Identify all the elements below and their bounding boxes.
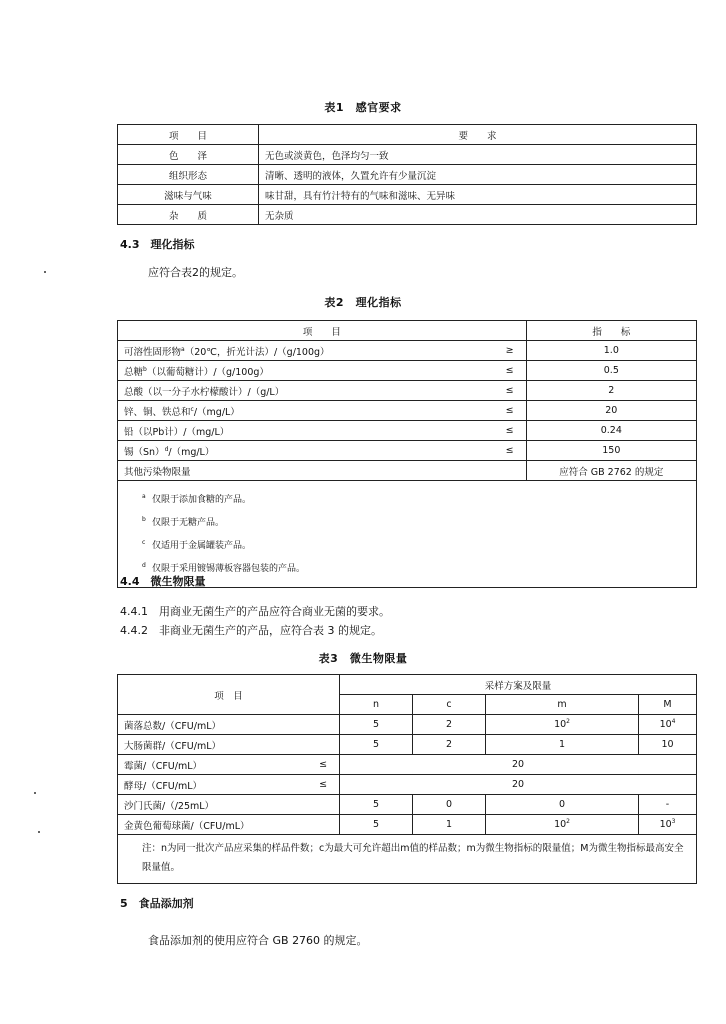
table-row	[118, 165, 697, 185]
table2-cell-symbol: ≤	[482, 441, 526, 461]
table1-header-requirement: 要 求	[259, 125, 697, 145]
table2-notes	[118, 481, 697, 588]
table2-cell-value: 150	[526, 441, 696, 461]
scan-speck	[34, 792, 36, 794]
table2-cell-symbol: ≥	[482, 341, 526, 361]
table2-note: c 仅适用于金属罐装产品。	[142, 539, 252, 551]
table1-title: 表1 感官要求	[324, 101, 402, 114]
table-row	[118, 775, 697, 795]
table-row	[118, 205, 697, 225]
table2-cell-item: 锡$(Sn)^d/(mg/L)$	[118, 441, 482, 461]
table2-cell-value: 2	[526, 381, 696, 401]
table3-cell-c: 2	[413, 715, 486, 735]
table3-cell-m: $10^2$	[486, 715, 639, 735]
table3-subheader-c: c	[413, 695, 486, 715]
table2-cell-symbol: ≤	[482, 381, 526, 401]
table1-cell-item: 杂 质	[118, 205, 259, 225]
table3-cell-item: 沙门氏菌/（/25mL）	[118, 795, 340, 815]
scan-speck	[38, 831, 40, 833]
section-4-4-heading: 4.4 微生物限量	[120, 575, 206, 588]
table3-cell-item: 菌落总数/（CFU/mL）	[118, 715, 340, 735]
table3-subheader-n: n	[340, 695, 413, 715]
section-4-3-heading: 4.3 理化指标	[120, 238, 195, 251]
table2-cell-value: 0.24	[526, 421, 696, 441]
table2-cell-item: 锌、铜、铁总和$^c$/（mg/L）	[118, 401, 482, 421]
table1-cell-requirement: 清晰、透明的液体，久置允许有少量沉淀	[259, 165, 697, 185]
table3-cell-symbol: ≤	[250, 755, 340, 775]
table-row	[118, 421, 697, 441]
table-row	[118, 441, 697, 461]
table2-note: a 仅限于添加食糖的产品。	[142, 493, 252, 505]
table1-cell-item: 滋味与气味	[118, 185, 259, 205]
section-4-4-2-text: 4.4.2 非商业无菌生产的产品，应符合表 3 的规定。	[120, 624, 382, 637]
table-row	[118, 145, 697, 165]
table3-cell-item: 大肠菌群/（CFU/mL）	[118, 735, 340, 755]
table-row	[118, 361, 697, 381]
table3-note-row	[118, 835, 697, 884]
table2-cell-item: 总酸（以一分子水柠檬酸计）/（g/L）	[118, 381, 482, 401]
table1-cell-item: 色 泽	[118, 145, 259, 165]
table3-cell-symbol: ≤	[250, 775, 340, 795]
table3-title: 表3 微生物限量	[318, 652, 408, 665]
table3-cell-merged-value: 20	[340, 755, 697, 775]
table3-cell-n: 5	[340, 715, 413, 735]
table1	[117, 124, 697, 225]
table-header-row	[118, 321, 697, 341]
table3-header-item: 项 目	[118, 675, 340, 715]
table2-cell-symbol: ≤	[482, 401, 526, 421]
table3-cell-c: 0	[413, 795, 486, 815]
table2-cell-symbol: ≤	[482, 421, 526, 441]
table-row	[118, 715, 697, 735]
table2-cell-item: 铅（以Pb计）/（mg/L）	[118, 421, 482, 441]
table3-cell-M: 10	[639, 735, 697, 755]
table1-cell-requirement: 无色或淡黄色，色泽均匀一致	[259, 145, 697, 165]
table-row	[118, 755, 697, 775]
table3-cell-item: 酵母/（CFU/mL）	[118, 775, 251, 795]
section-4-3-text: 应符合表2的规定。	[148, 266, 243, 279]
section-5-text: 食品添加剂的使用应符合 GB 2760 的规定。	[148, 934, 368, 947]
table-header-row	[118, 125, 697, 145]
table2	[117, 320, 697, 588]
table3-note: 注：n为同一批次产品应采集的样品件数；c为最大可允许超出m值的样品数；m为微生物指标的限量值；M为微生物指标最高安全限量值。	[118, 835, 697, 884]
table3-cell-c: 1	[413, 815, 486, 835]
table-row	[118, 735, 697, 755]
table3-cell-m: 0	[486, 795, 639, 815]
table-row	[118, 461, 697, 481]
table3-cell-n: 5	[340, 795, 413, 815]
table2-cell-value: 0.5	[526, 361, 696, 381]
table3-header-plan: 采样方案及限量	[340, 675, 697, 695]
table3-cell-m: 1	[486, 735, 639, 755]
table2-cell-other-label: 其他污染物限量	[118, 461, 527, 481]
section-5-heading: 5 食品添加剂	[120, 897, 194, 910]
table2-cell-value: 1.0	[526, 341, 696, 361]
table-row	[118, 341, 697, 361]
table3	[117, 674, 697, 884]
table2-notes-row	[118, 481, 697, 588]
table2-note: d 仅限于采用镀锡薄板容器包装的产品。	[142, 562, 306, 574]
table3-cell-M: $10^4$	[639, 715, 697, 735]
table1-cell-requirement: 无杂质	[259, 205, 697, 225]
table2-cell-item: 总糖$^b$（以葡萄糖计）/（g/100g）	[118, 361, 482, 381]
table2-cell-other-value: 应符合 GB 2762 的规定	[526, 461, 696, 481]
table1-cell-requirement: 味甘甜，具有竹汁特有的气味和滋味、无异味	[259, 185, 697, 205]
table-row	[118, 185, 697, 205]
table2-header-indicator: 指 标	[526, 321, 696, 341]
table-row	[118, 795, 697, 815]
table3-cell-item: 霉菌/（CFU/mL）	[118, 755, 251, 775]
table3-cell-n: 5	[340, 815, 413, 835]
table3-cell-item: 金黄色葡萄球菌/（CFU/mL）	[118, 815, 340, 835]
table1-cell-item: 组织形态	[118, 165, 259, 185]
section-4-4-1-text: 4.4.1 用商业无菌生产的产品应符合商业无菌的要求。	[120, 605, 390, 618]
table-row	[118, 815, 697, 835]
table-row	[118, 381, 697, 401]
table2-header-item: 项 目	[118, 321, 527, 341]
table2-cell-symbol: ≤	[482, 361, 526, 381]
table-row	[118, 401, 697, 421]
table3-cell-M: $10^3$	[639, 815, 697, 835]
scan-speck	[44, 271, 46, 273]
table2-note: b 仅限于无糖产品。	[142, 516, 225, 528]
table3-cell-n: 5	[340, 735, 413, 755]
table3-cell-c: 2	[413, 735, 486, 755]
table3-subheader-M: M	[639, 695, 697, 715]
table2-title: 表2 理化指标	[324, 296, 402, 309]
table3-subheader-m: m	[486, 695, 639, 715]
table1-header-item: 项 目	[118, 125, 259, 145]
table2-cell-item: 可溶性固形物$^a$（20℃，折光计法）/（g/100g）	[118, 341, 482, 361]
table-header-row	[118, 675, 697, 695]
table2-cell-value: 20	[526, 401, 696, 421]
table3-cell-merged-value: 20	[340, 775, 697, 795]
table3-cell-m: $10^2$	[486, 815, 639, 835]
table3-cell-M: -	[639, 795, 697, 815]
